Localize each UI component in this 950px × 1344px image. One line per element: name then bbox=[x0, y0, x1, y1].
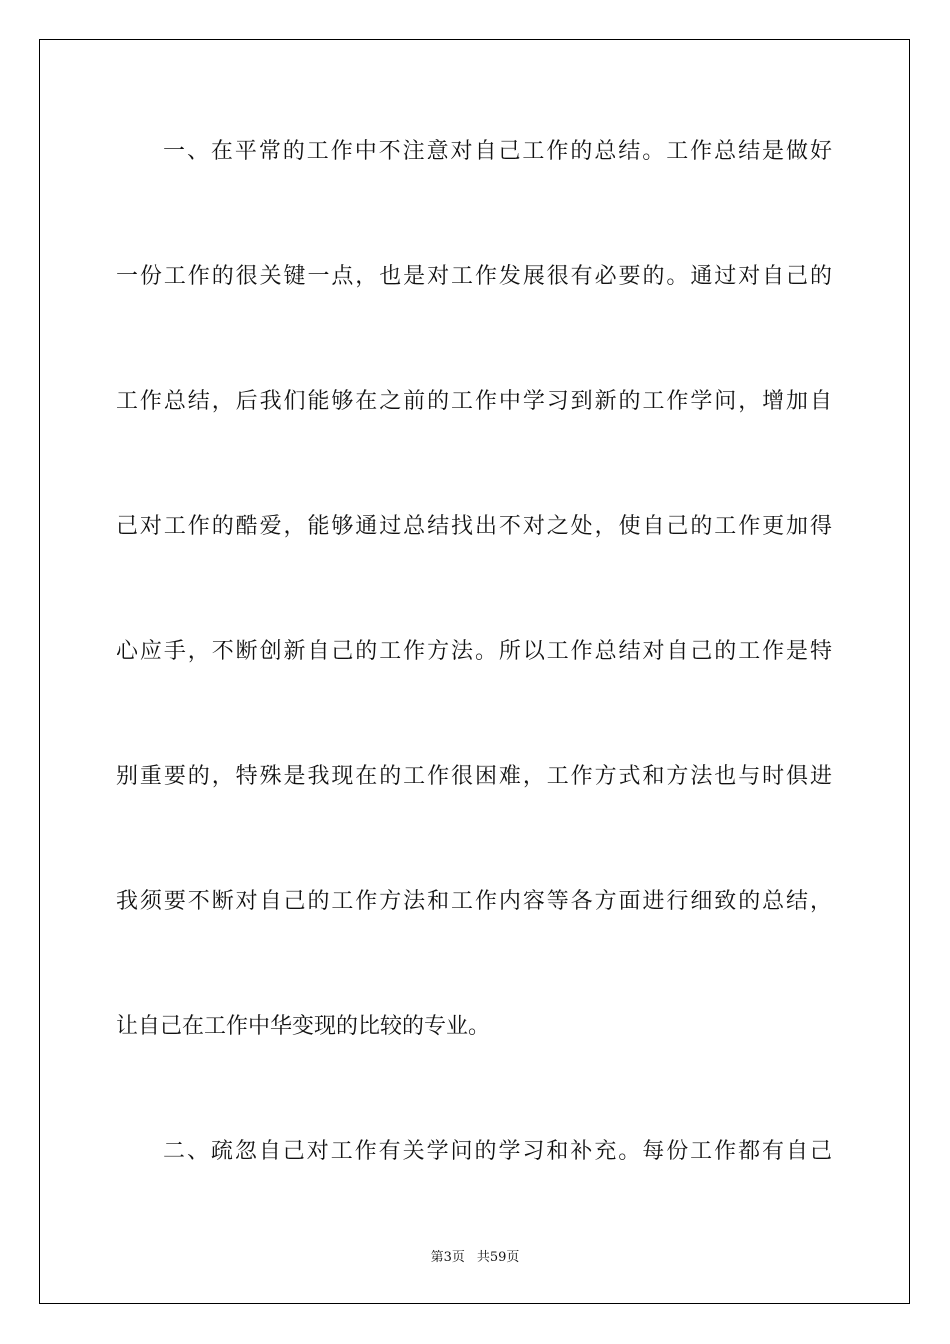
page-border bbox=[39, 39, 910, 1304]
paragraph-1-line-1: 一、在平常的工作中不注意对自己工作的总结。工作总结是做好 bbox=[163, 139, 832, 164]
paragraph-1-line-5: 心应手，不断创新自己的工作方法。所以工作总结对自己的工作是特 bbox=[116, 639, 832, 664]
paragraph-1-line-7: 我须要不断对自己的工作方法和工作内容等各方面进行细致的总结， bbox=[116, 889, 832, 914]
paragraph-1-line-8: 让自己在工作中华变现的比较的专业。 bbox=[116, 1014, 491, 1039]
paragraph-1-line-4: 己对工作的酷爱，能够通过总结找出不对之处，使自己的工作更加得 bbox=[116, 514, 832, 539]
page-footer bbox=[0, 1246, 950, 1265]
paragraph-1-line-6: 别重要的，特殊是我现在的工作很困难，工作方式和方法也与时俱进 bbox=[116, 764, 832, 789]
paragraph-1-line-3: 工作总结，后我们能够在之前的工作中学习到新的工作学问，增加自 bbox=[116, 389, 832, 414]
paragraph-1-line-2: 一份工作的很关键一点，也是对工作发展很有必要的。通过对自己的 bbox=[116, 264, 832, 289]
total-pages: 共59页 bbox=[476, 1250, 520, 1265]
paragraph-2-line-1: 二、疏忽自己对工作有关学问的学习和补充。每份工作都有自己 bbox=[163, 1139, 832, 1164]
page-number: 第3页 bbox=[430, 1250, 465, 1265]
